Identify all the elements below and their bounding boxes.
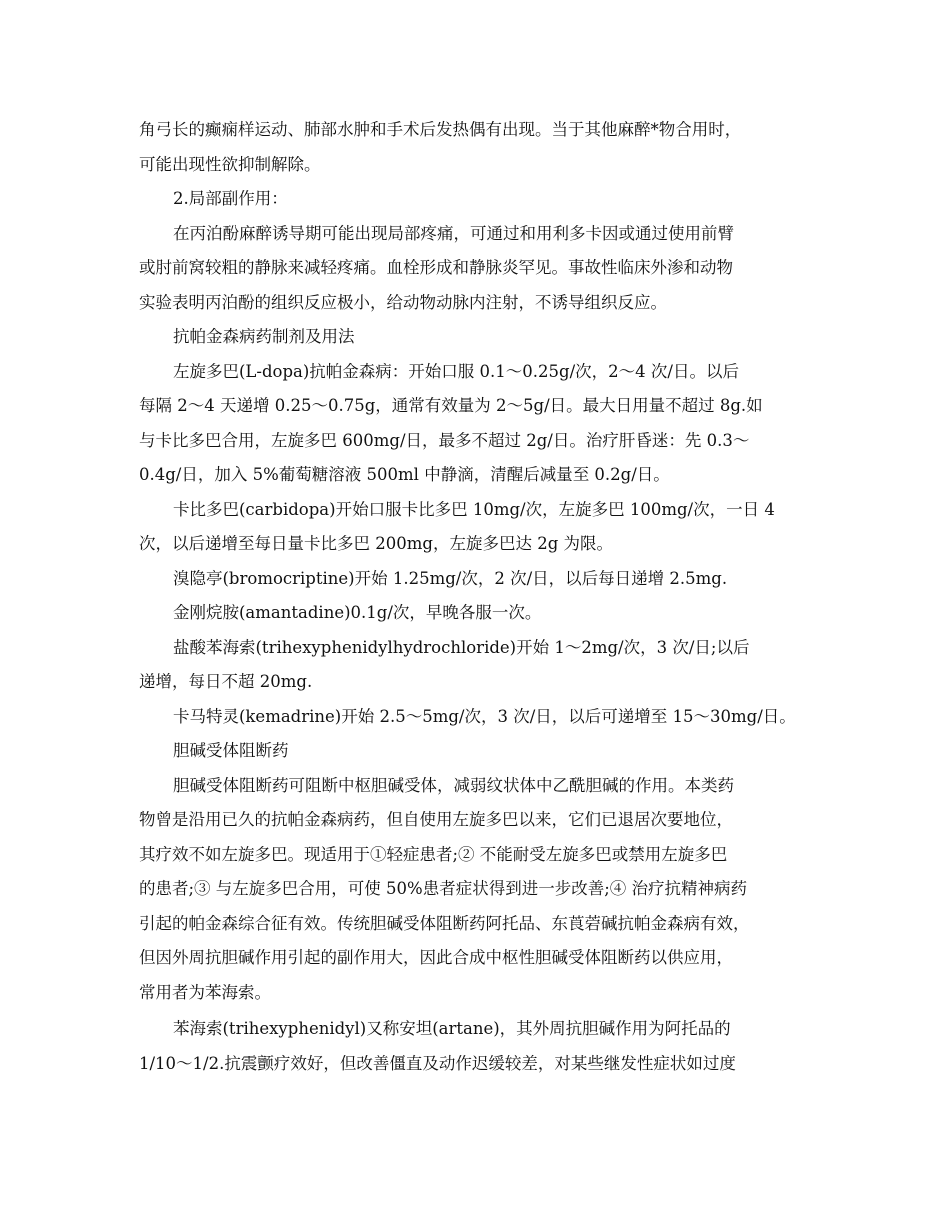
text-line: 卡马特灵(kemadrine)开始 2.5～5mg/次，3 次/日，以后可递增至 15～30mg/日。 bbox=[173, 706, 796, 726]
text-line: 卡比多巴(carbidopa)开始口服卡比多巴 10mg/次，左旋多巴 100mg/次，一日 4 bbox=[173, 499, 775, 519]
text-line: 其疗效不如左旋多巴。现适用于①轻症患者;② 不能耐受左旋多巴或禁用左旋多巴 bbox=[139, 844, 728, 864]
text-line: 或肘前窝较粗的静脉来减轻疼痛。血栓形成和静脉炎罕见。事故性临床外渗和动物 bbox=[139, 258, 733, 277]
section-heading: 2.局部副作用： bbox=[173, 189, 288, 208]
section-heading: 抗帕金森病药制剂及用法 bbox=[173, 327, 355, 346]
text-line: 角弓长的癫痫样运动、肺部水肿和手术后发热偶有出现。当于其他麻醉*物合用时， bbox=[139, 120, 742, 139]
text-line: 每隔 2～4 天递增 0.25～0.75g，通常有效量为 2～5g/日。最大日用量不超过 8g.如 bbox=[139, 396, 763, 415]
text-line: 与卡比多巴合用，左旋多巴 600mg/日，最多不超过 2g/日。治疗肝昏迷：先 0.3～ bbox=[139, 430, 750, 450]
text-line: 胆碱受体阻断药可阻断中枢胆碱受体，减弱纹状体中乙酰胆碱的作用。本类药 bbox=[173, 775, 734, 795]
text-line: 在丙泊酚麻醉诱导期可能出现局部疼痛，可通过和用利多卡因或通过使用前臂 bbox=[173, 223, 734, 243]
text-line: 实验表明丙泊酚的组织反应极小，给动物动脉内注射，不诱导组织反应。 bbox=[139, 292, 667, 312]
text-line: 的患者;③ 与左旋多巴合用，可使 50%患者症状得到进一步改善;④ 治疗抗精神病药 bbox=[139, 879, 748, 898]
text-line: 物曾是沿用已久的抗帕金森病药，但自使用左旋多巴以来，它们已退居次要地位， bbox=[139, 810, 733, 829]
text-line: 金刚烷胺(amantadine)0.1g/次，早晚各服一次。 bbox=[173, 603, 542, 622]
section-heading: 胆碱受体阻断药 bbox=[173, 741, 289, 760]
text-line: 苯海索(trihexyphenidyl)又称安坦(artane)，其外周抗胆碱作用为阿托品的 bbox=[173, 1019, 731, 1038]
text-line: 盐酸苯海索(trihexyphenidylhydrochloride)开始 1～2mg/次，3 次/日;以后 bbox=[173, 637, 750, 657]
text-line: 可能出现性欲抑制解除。 bbox=[139, 154, 321, 174]
text-line: 0.4g/日，加入 5%葡萄糖溶液 500ml 中静滴，清醒后减量至 0.2g/日。 bbox=[139, 465, 670, 484]
text-line: 次，以后递增至每日量卡比多巴 200mg，左旋多巴达 2g 为限。 bbox=[139, 534, 613, 553]
text-line: 左旋多巴(L-dopa)抗帕金森病：开始口服 0.1～0.25g/次，2～4 次/日。以后 bbox=[173, 361, 739, 381]
text-line: 常用者为苯海索。 bbox=[139, 982, 271, 1002]
text-line: 1/10～1/2.抗震颤疗效好，但改善僵直及动作迟缓较差，对某些继发性症状如过度 bbox=[139, 1053, 736, 1073]
text-line: 溴隐亭(bromocriptine)开始 1.25mg/次，2 次/日，以后每日递增 2.5mg. bbox=[173, 568, 728, 588]
text-line: 但因外周抗胆碱作用引起的副作用大，因此合成中枢性胆碱受体阻断药以供应用， bbox=[139, 948, 733, 967]
text-line: 递增，每日不超 20mg. bbox=[139, 672, 313, 691]
document-body bbox=[139, 113, 825, 1081]
text-line: 引起的帕金森综合征有效。传统胆碱受体阻断药阿托品、东莨菪碱抗帕金森病有效， bbox=[139, 913, 750, 933]
